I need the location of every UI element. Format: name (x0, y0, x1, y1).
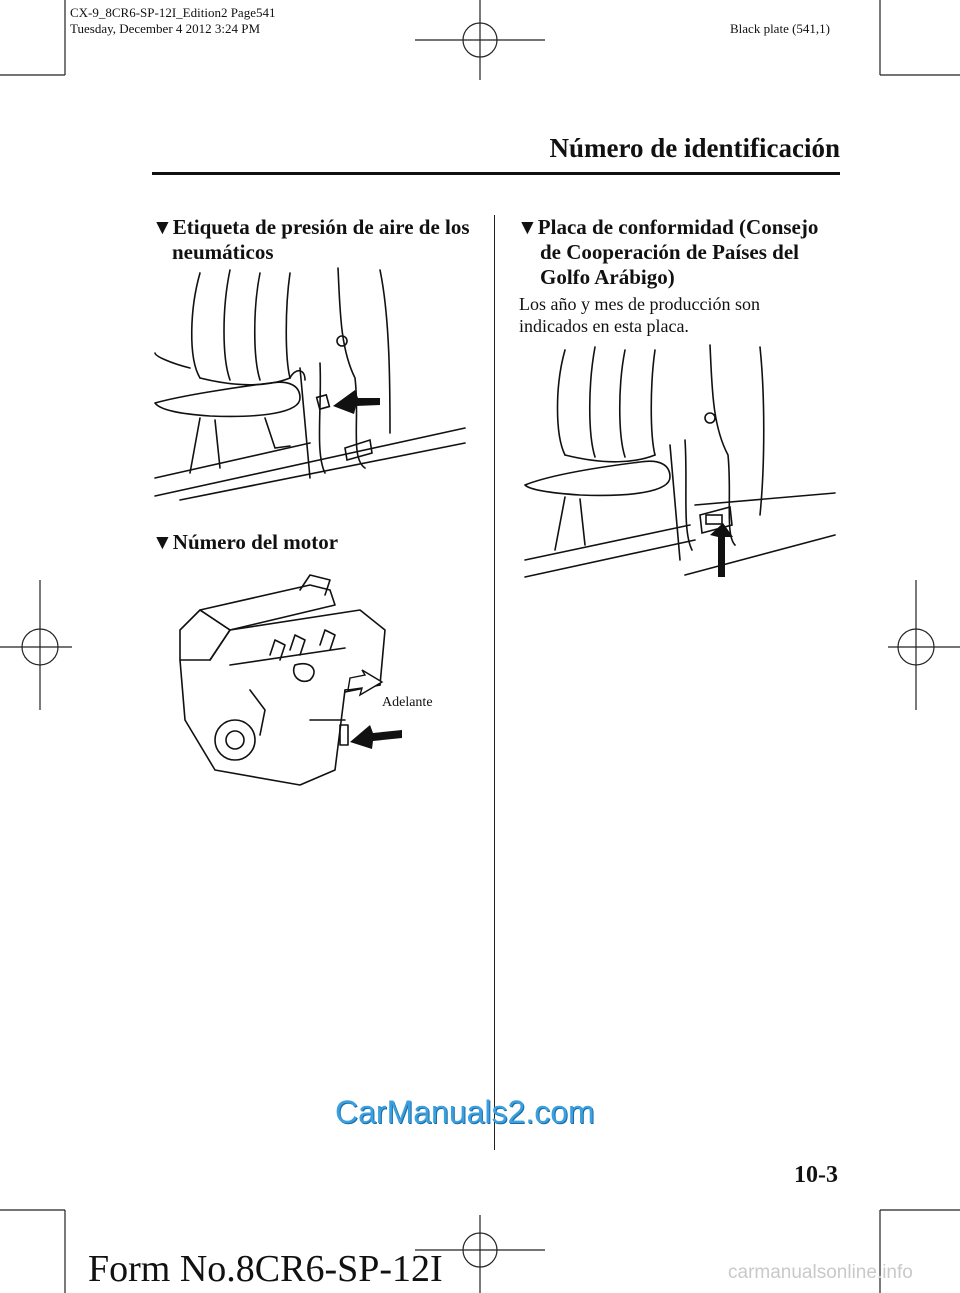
page-number: 10-3 (794, 1162, 838, 1188)
section-conformity-plate-title-cont1: de Cooperación de Países del (540, 240, 799, 264)
conformity-plate-illustration (520, 345, 840, 585)
chapter-title: Número de identificación (549, 133, 840, 163)
section-marker-icon: ▼ (152, 530, 173, 554)
conformity-body-line1: Los año y mes de producción son (519, 294, 760, 314)
plate-label: Black plate (541,1) (730, 21, 830, 36)
form-number: Form No.8CR6-SP-12I (88, 1248, 443, 1290)
section-tire-label-title: ▼Etiqueta de presión de aire de los (152, 215, 470, 239)
watermark-carmanualsonline: carmanualsonline.info (728, 1262, 913, 1283)
tire-label-illustration (150, 268, 470, 508)
conformity-body-line2: indicados en esta placa. (519, 316, 689, 336)
section-conformity-plate-title: ▼Placa de conformidad (Consejo (517, 215, 819, 239)
file-info-line2: Tuesday, December 4 2012 3:24 PM (70, 21, 261, 36)
section-conformity-plate-title-cont2: Golfo Arábigo) (540, 265, 675, 289)
header-rule (152, 172, 840, 175)
engine-front-label: Adelante (382, 695, 433, 710)
section-marker-icon: ▼ (152, 215, 173, 239)
engine-illustration (170, 570, 450, 800)
section-marker-icon: ▼ (517, 215, 538, 239)
file-info-line1: CX-9_8CR6-SP-12I_Edition2 Page541 (70, 5, 276, 20)
section-engine-title: ▼Número del motor (152, 530, 339, 554)
watermark-carmanuals2: CarManuals2.com (335, 1094, 595, 1130)
column-divider (494, 215, 495, 1150)
section-tire-label-title-cont: neumáticos (172, 240, 274, 264)
